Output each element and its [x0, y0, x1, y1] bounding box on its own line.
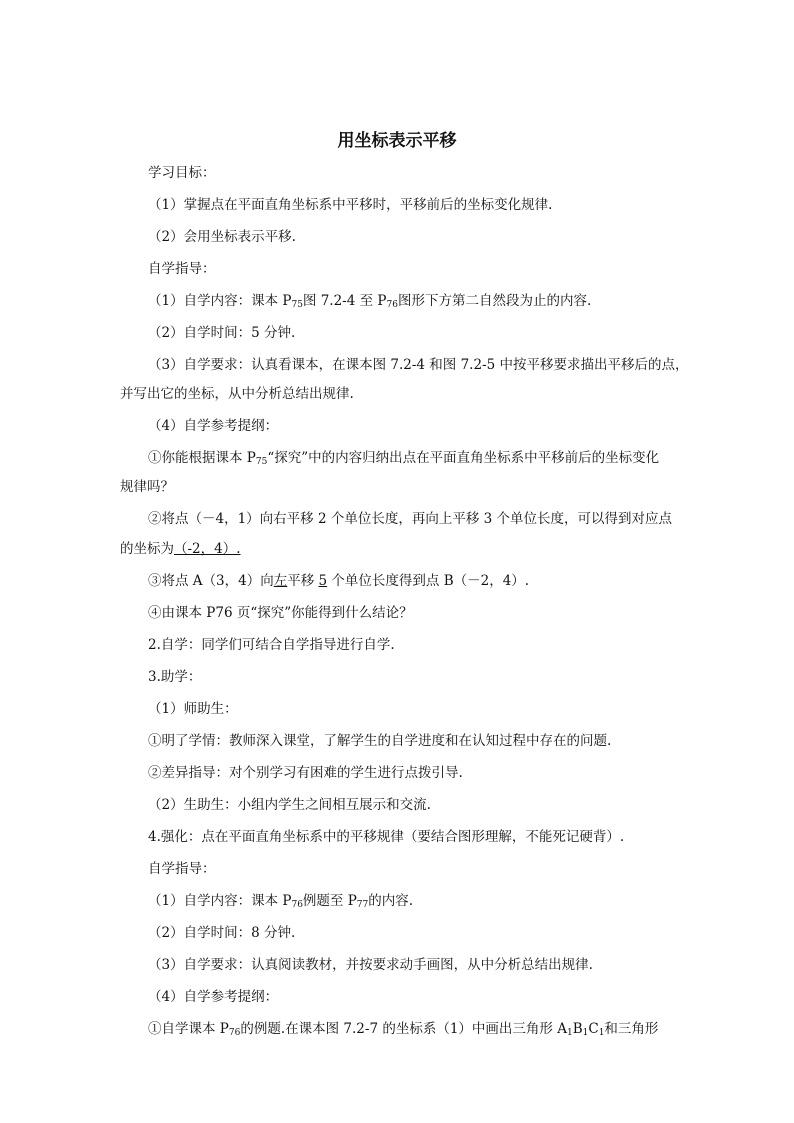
outline-question-1: ①你能根据课本 $P_{75}“$探究”中的内容归纳出点在平面直角坐标系中平移前后的坐标变化 — [148, 450, 660, 467]
guide-outline: （4）自学参考提纲： — [148, 418, 279, 434]
guide-content: （1）自学内容：课本 $P_{75}$图 7.2-4 至 $P_{76}$图形下方第二自然段为止的内容. — [148, 293, 592, 310]
teacher-help-item-2: ②差异指导：对个别学习有困难的学生进行点拨引导. — [148, 765, 463, 781]
guide-requirement-cont: 并写出它的坐标，从中分析总结出规律. — [120, 386, 354, 402]
guide-time: （2）自学时间：5 分钟. — [148, 325, 296, 341]
outline-question-1-cont: 规律吗？ — [120, 479, 174, 495]
self-study-guide-heading: 自学指导： — [148, 261, 216, 277]
guide2-outline: （4）自学参考提纲： — [148, 989, 279, 1005]
student-help: （2）生助生：小组内学生之间相互展示和交流. — [148, 797, 431, 813]
guide2-content: （1）自学内容：课本 $P_{76}$例题至 $P_{77}$的内容. — [148, 893, 414, 910]
answer-blank: （-2，4）. — [174, 541, 241, 557]
teacher-help: （1）师助生： — [148, 701, 238, 717]
guide2-requirement: （3）自学要求：认真阅读教材，并按要求动手画图，从中分析总结出规律. — [148, 957, 593, 973]
answer-blank: 左 — [273, 573, 288, 589]
guide2-question-1: ①自学课本 $P_{76}$的例题.在课本图 7.2-7 的坐标系（1）中画出三角形 $A_1B_1C_1$和三角形 — [148, 1021, 659, 1038]
outline-question-4: ④由课本 P76 页“探究”你能得到什么结论？ — [148, 605, 413, 621]
page-title: 用坐标表示平移 — [337, 131, 457, 151]
answer-blank: 5 — [318, 573, 328, 589]
goal-item-1: （1）掌握点在平面直角坐标系中平移时，平移前后的坐标变化规律. — [148, 197, 553, 213]
self-study-step: 2.自学：同学们可结合自学指导进行自学. — [148, 637, 395, 653]
strengthen-step: 4.强化：点在平面直角坐标系中的平移规律（要结合图形理解，不能死记硬背）. — [148, 829, 625, 845]
outline-question-2: ②将点（－4，1）向右平移 2 个单位长度，再向上平移 3 个单位长度，可以得到对应点 — [148, 511, 673, 527]
teacher-help-item-1: ①明了学情：教师深入课堂，了解学生的自学进度和在认知过程中存在的问题. — [148, 733, 612, 749]
learning-goals-heading: 学习目标： — [148, 165, 216, 181]
outline-question-2-cont: 的坐标为（-2，4）. — [120, 541, 241, 557]
help-study-heading: 3.助学： — [148, 669, 202, 685]
self-study-guide-heading-2: 自学指导： — [148, 861, 216, 877]
goal-item-2: （2）会用坐标表示平移. — [148, 229, 296, 245]
guide-requirement: （3）自学要求：认真看课本，在课本图 7.2-4 和图 7.2-5 中按平移要求描出平移后的点， — [148, 357, 689, 373]
guide2-time: （2）自学时间：8 分钟. — [148, 925, 296, 941]
outline-question-3: ③将点 A（3，4）向左平移 5 个单位长度得到点 B（－2，4）. — [148, 573, 530, 589]
